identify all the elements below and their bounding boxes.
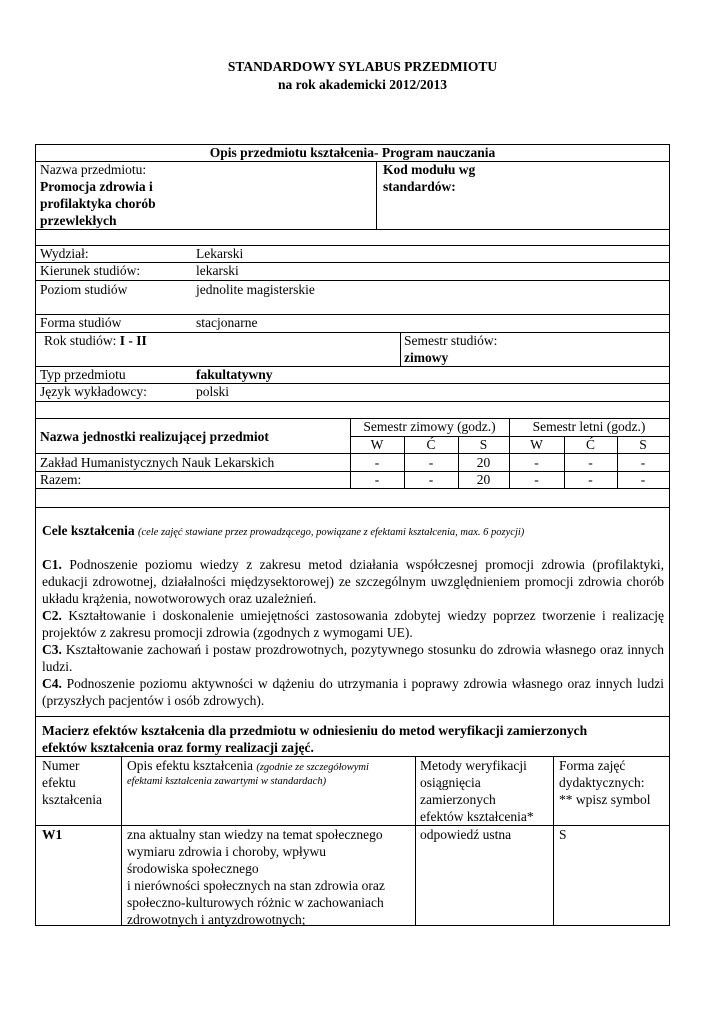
matrix-col-number: efektu [42,775,76,790]
language-label: Język wykładowcy: [40,384,147,399]
subject-name-line: Promocja zdrowia i [40,179,153,194]
unit-header: Nazwa jednostki realizującej przedmiot [40,429,269,444]
field-value: lekarski [196,263,239,278]
effect-method: odpowiedź ustna [420,827,512,842]
language-value: polski [196,384,230,399]
subject-name-line: przewlekłych [40,213,117,228]
semester-value: zimowy [404,350,449,365]
hours-cell: - [428,455,434,470]
matrix-col-form: dydaktycznych: [559,775,645,790]
module-code-label: standardów: [383,179,456,194]
academic-year: na rok akademicki 2012/2013 [278,77,447,92]
effect-description: wymiaru zdrowia i choroby, wpływu [127,844,326,859]
matrix-col-description-note: efektami kształcenia zawartymi w standardach) [127,776,327,787]
document-title: STANDARDOWY SYLABUS PRZEDMIOTU [227,59,498,74]
effect-description: społeczno-kulturowych różnic w zachowaniach [127,895,384,910]
level-label: Poziom studiów [40,282,128,297]
goals-list [42,556,664,709]
hours-col-header: S [479,437,488,452]
hours-col-header: Ć [585,437,595,452]
matrix-col-method: Metody weryfikacji [420,758,527,773]
hours-col-header: W [530,437,543,452]
matrix-col-form: Forma zajęć [559,758,626,773]
effect-code: W1 [42,827,63,842]
section-title: Opis przedmiotu kształcenia- Program nauczania [209,145,496,160]
matrix-heading: Macierz efektów kształcenia dla przedmiotu w odniesieniu do metod weryfikacji zamierzonych [42,723,588,738]
hours-col-header: W [370,437,384,452]
hours-cell: - [588,472,593,487]
subject-name-line: profilaktyka chorób [40,196,156,211]
hours-col-header: Ć [426,437,436,452]
subject-name-label: Nazwa przedmiotu: [40,162,147,177]
matrix-col-method: efektów kształcenia* [420,809,534,824]
field-label: Kierunek studiów: [40,263,141,278]
hours-cell: - [640,472,646,487]
goal-item: C2. Kształtowanie i doskonalenie umiejętności zastosowania zdobytej wiedzy poprzez tworzenie i realizację projektów z zakresu promocji zdrowia (zgodnych z wymogami UE). [42,608,664,640]
matrix-col-form: ** wpisz symbol [559,792,651,807]
winter-semester-header: Semestr zimowy (godz.) [363,419,496,434]
faculty-value: Lekarski [196,246,244,261]
unit-name: Zakład Humanistycznych Nauk Lekarskich [40,455,275,470]
matrix-col-method: osiągnięcia [420,775,481,790]
goal-item: C4. Podnoszenie poziomu aktywności w dążeniu do utrzymania i poprawy zdrowia własnego oraz innych ludzi (przyszłych pacjentów i osób zdrowych). [42,676,664,708]
matrix-heading: efektów kształcenia oraz formy realizacji zajęć. [42,740,314,755]
effect-form: S [559,827,567,842]
module-code-label: Kod modułu wg [383,162,476,177]
goals-heading: Cele kształcenia (cele zajęć stawiane przez prowadzącego, powiązane z efektami kształcenia, max. 6 pozycji) [42,523,525,538]
effect-description: środowiska społecznego [127,861,259,876]
matrix-col-method: zamierzonych [420,792,496,807]
hours-cell: - [588,455,593,470]
semester-label: Semestr studiów: [404,333,498,348]
effect-description: zna aktualny stan wiedzy na temat społecznego [127,827,383,842]
subject-type-value: fakultatywny [196,367,273,382]
matrix-col-number: kształcenia [42,792,102,807]
total-label: Razem: [40,472,82,487]
level-value: jednolite magisterskie [196,282,315,297]
study-form-label: Forma studiów [40,315,122,330]
hours-cell: - [534,455,539,470]
effect-description: zdrowotnych i antyzdrowotnych; [127,912,306,927]
hours-cell: - [640,455,646,470]
summer-semester-header: Semestr letni (godz.) [532,419,646,434]
goal-item: C1. Podnoszenie poziomu wiedzy z zakresu metod działania współczesnej promocji zdrowia (profilaktyki, edukacji zdrowotnej, działalności międzysektorowej) ze szczególnym uwzględnieniem promocji zdrowia chorób układu krążenia, nowotworowych oraz uzależnień. [42,557,664,606]
hours-cell: - [534,472,539,487]
matrix-col-description: Opis efektu kształcenia (zgodnie ze szczegółowymi [127,758,369,773]
subject-type-label: Typ przedmiotu [40,367,126,382]
goal-item: C3. Kształtowanie zachowań i postaw prozdrowotnych, pozytywnego stosunku do zdrowia własnego oraz innych ludzi. [42,642,664,674]
hours-cell: - [374,472,380,487]
hours-col-header: S [639,437,647,452]
hours-cell: 20 [476,455,491,470]
matrix-col-number: Numer [42,758,80,773]
effect-description: i nierówności społecznych na stan zdrowia oraz [127,878,385,893]
study-form-value: stacjonarne [196,315,258,330]
hours-cell: 20 [476,472,491,487]
hours-cell: - [428,472,434,487]
faculty-label: Wydział: [40,246,89,261]
hours-cell: - [374,455,380,470]
study-year: Rok studiów: I - II [44,333,147,348]
